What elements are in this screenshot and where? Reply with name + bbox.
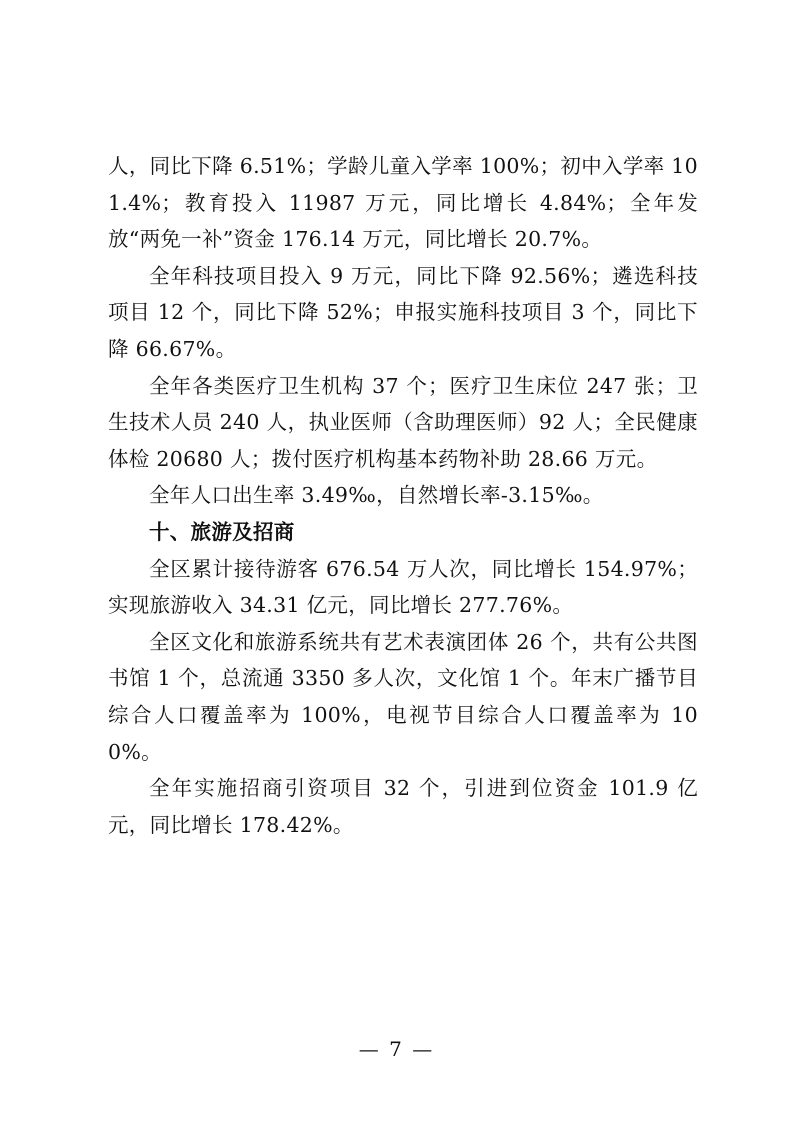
page-number: — 7 — [358, 1037, 435, 1061]
paragraph-tourism: 全区累计接待游客 676.54 万人次，同比增长 154.97%；实现旅游收入 34.31 亿元，同比增长 277.76%。 [108, 556, 698, 618]
section-heading-tourism-investment: 十、旅游及招商 [149, 519, 295, 544]
paragraph-healthcare: 全年各类医疗卫生机构 37 个；医疗卫生床位 247 张；卫生技术人员 240 人，执业医师（含助理医师）92 人；全民健康体检 20680 人；拨付医疗机构基本药物补助 28.66 万元。 [108, 373, 698, 471]
paragraph-investment: 全年实施招商引资项目 32 个，引进到位资金 101.9 亿元，同比增长 178.42%。 [108, 776, 698, 837]
paragraph-education-continued: 人，同比下降 6.51%；学龄儿童入学率 100%；初中入学率 101.4%；教育投入 11987 万元，同比增长 4.84%；全年发放“两免一补”资金 176.14 万元，同比增长 20.7%。 [108, 154, 698, 252]
paragraph-technology: 全年科技项目投入 9 万元，同比下降 92.56%；遴选科技项目 12 个，同比下降 52%；申报实施科技项目 3 个，同比下降 66.67%。 [108, 263, 698, 361]
paragraph-culture: 全区文化和旅游系统共有艺术表演团体 26 个，共有公共图书馆 1 个，总流通 3350 多人次，文化馆 1 个。年末广播节目综合人口覆盖率为 100%，电视节目综合人口覆盖率为 100%。 [108, 629, 698, 764]
document-body [108, 148, 698, 843]
paragraph-population: 全年人口出生率 3.49‰，自然增长率-3.15‰。 [149, 483, 604, 508]
